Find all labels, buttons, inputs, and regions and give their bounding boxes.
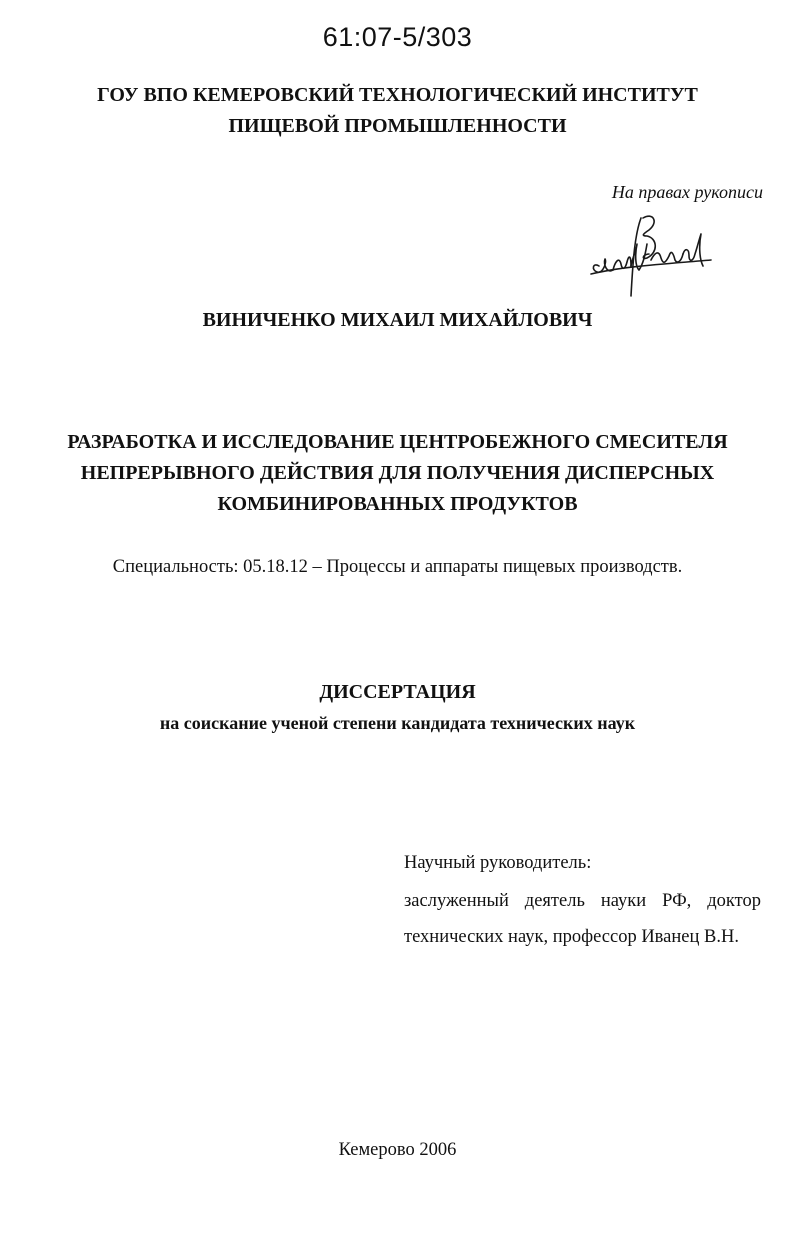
supervisor-line-1: заслуженный деятель науки РФ, доктор: [404, 891, 761, 911]
thesis-title-line-3: КОМБИНИРОВАННЫХ ПРОДУКТОВ: [217, 493, 578, 515]
institution-line-2: ПИЩЕВОЙ ПРОМЫШЛЕННОСТИ: [228, 115, 567, 137]
supervisor-label: Научный руководитель:: [404, 853, 592, 873]
catalog-code: 61:07-5/303: [322, 22, 473, 52]
supervisor-line-2: технических наук, профессор Иванец В.Н.: [404, 927, 739, 947]
city-year: Кемерово 2006: [338, 1140, 457, 1160]
degree-line: на соискание ученой степени кандидата технических наук: [159, 713, 636, 733]
signature-icon: [585, 204, 715, 300]
author-name: ВИНИЧЕНКО МИХАИЛ МИХАЙЛОВИЧ: [202, 309, 593, 331]
thesis-title-line-1: РАЗРАБОТКА И ИССЛЕДОВАНИЕ ЦЕНТРОБЕЖНОГО СМЕСИТЕЛЯ: [67, 431, 728, 453]
work-type-heading: ДИССЕРТАЦИЯ: [319, 681, 476, 703]
manuscript-rights-note: На правах рукописи: [611, 182, 763, 202]
thesis-title-line-2: НЕПРЕРЫВНОГО ДЕЙСТВИЯ ДЛЯ ПОЛУЧЕНИЯ ДИСПЕРСНЫХ: [80, 462, 715, 484]
institution-line-1: ГОУ ВПО КЕМЕРОВСКИЙ ТЕХНОЛОГИЧЕСКИЙ ИНСТИТУТ: [97, 84, 698, 106]
specialty-line: Специальность: 05.18.12 – Процессы и аппараты пищевых производств.: [112, 557, 683, 577]
